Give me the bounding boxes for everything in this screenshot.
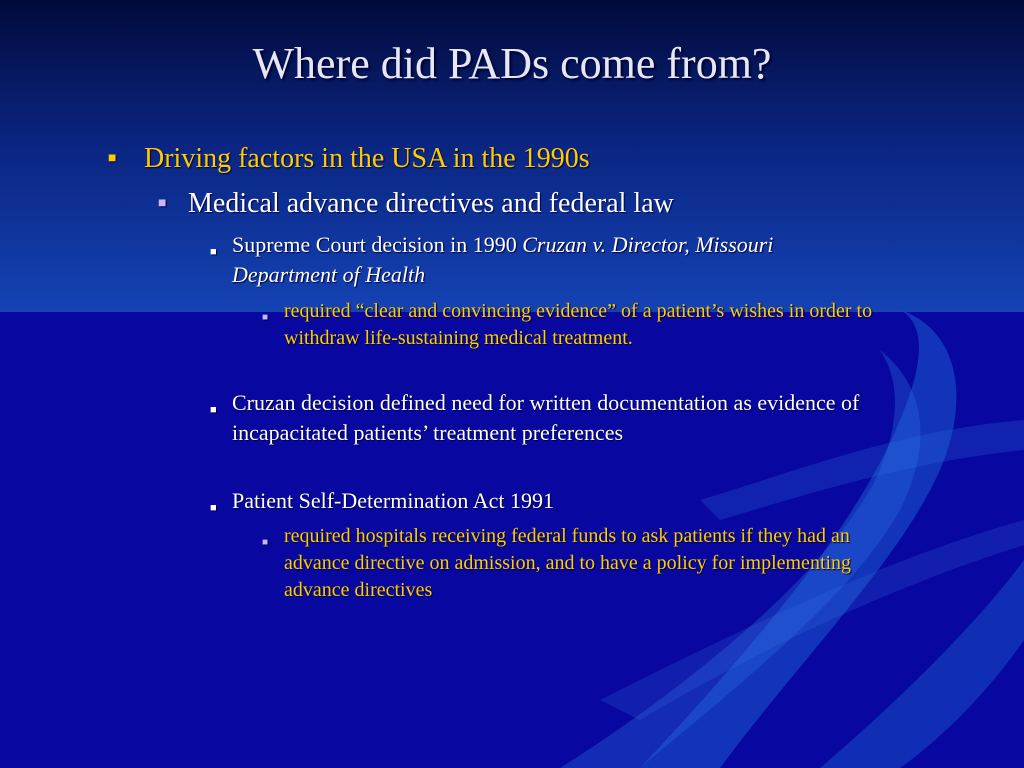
- square-bullet-icon: ■: [158, 196, 167, 211]
- square-bullet-icon: ■: [210, 246, 217, 258]
- bullet-item-level3: [210, 230, 870, 290]
- case-name: Cruzan v. Director, Missouri Department of Health: [232, 232, 774, 287]
- square-bullet-icon: ■: [108, 151, 117, 166]
- bullet-text: Cruzan decision defined need for written documentation as evidence of incapacitated patients’ treatment preferences: [232, 390, 860, 445]
- square-bullet-icon: ■: [210, 404, 217, 416]
- bullet-text: required “clear and convincing evidence” of a patient’s wishes in order to withdraw life-sustaining medical treatment.: [284, 300, 873, 349]
- bullet-text-plain: Supreme Court decision in 1990: [232, 232, 523, 257]
- bullet-text: [232, 230, 870, 290]
- bullet-item-level3: [210, 486, 870, 516]
- square-bullet-icon: ■: [262, 312, 269, 323]
- bullet-text: Patient Self-Determination Act 1991: [232, 488, 554, 513]
- bullet-item-level4: [262, 523, 902, 604]
- slide-title: Where did PADs come from?: [252, 39, 772, 88]
- bullet-text: required hospitals receiving federal funds to ask patients if they had an advance directive on admission, and to have a policy for implementing advance directives: [284, 525, 852, 601]
- bullet-item-level4: [262, 298, 892, 352]
- square-bullet-icon: ■: [262, 537, 269, 548]
- bullet-item-level1: [108, 143, 908, 175]
- bullet-item-level2: [158, 188, 918, 220]
- bullet-item-level3: [210, 388, 920, 448]
- bullet-text: Driving factors in the USA in the 1990s: [144, 143, 590, 174]
- square-bullet-icon: ■: [210, 502, 217, 514]
- bullet-text: Medical advance directives and federal law: [188, 188, 674, 219]
